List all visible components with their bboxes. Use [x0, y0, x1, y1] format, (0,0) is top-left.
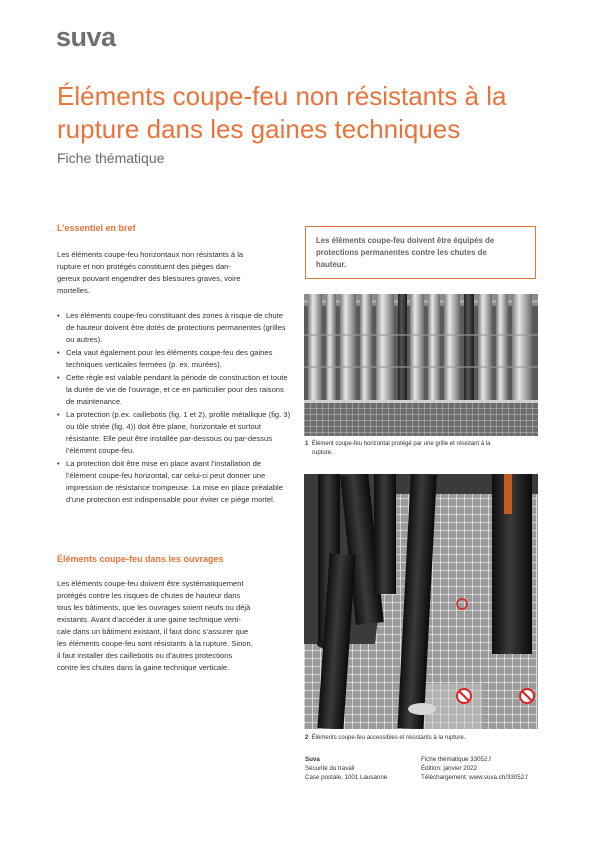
list-item: • Les éléments coupe-feu constituant des zones à risque de chute de hauteur doivent être dotés de protections permanentes (grilles ou autres).: [57, 310, 292, 346]
figure-2-caption-text: Éléments coupe-feu accessibles et résistants à la rupture.: [311, 735, 466, 741]
figure-1-caption: [305, 440, 535, 458]
list-item: • Cela vaut également pour les éléments coupe-feu des gaines techniques verticales fermées (p. ex. murées).: [57, 347, 292, 371]
list-item: • Cette règle est valable pendant la période de construction et toute la durée de vie de l’ouvrage, et ce en particulier pour des raisons de maintenance.: [57, 372, 292, 408]
figure-1-caption-line-2: rupture.: [312, 450, 333, 456]
body-line: existants. Avant d’accéder à une gaine technique verti-: [57, 615, 241, 624]
footer-edition: Édition: janvier 2022: [421, 765, 478, 772]
intro-line: mortelles.: [57, 286, 90, 295]
body-line: Les éléments coupe-feu doivent être systématiquement: [57, 579, 244, 588]
grating-floor-illustration: [304, 474, 538, 729]
page-title: [57, 80, 557, 146]
figure-1-number: 1: [305, 441, 309, 447]
ouvrages-paragraph: [57, 578, 292, 674]
footer-right: [421, 755, 556, 782]
intro-line: rupture et non protégés constituent des pièges dan-: [57, 262, 231, 271]
body-line: les éléments coupe-feu sont résistants à la rupture. Sinon,: [57, 639, 253, 648]
footer-doc-number: Fiche thématique 33052.f: [421, 756, 491, 763]
body-line: cale dans un bâtiment existant, il faut donc s’assurer que: [57, 627, 249, 636]
callout-line: hauteur.: [316, 260, 347, 269]
figure-2-photo: [304, 474, 538, 729]
figure-2-caption: [305, 734, 535, 743]
section-heading-essentiel: L’essentiel en bref: [57, 223, 136, 233]
callout-box: [305, 226, 536, 279]
section-heading-ouvrages: Éléments coupe-feu dans les ouvrages: [57, 554, 224, 564]
footer-left: [305, 755, 420, 782]
title-line-2: rupture dans les gaines techniques: [57, 114, 461, 144]
pipes-grille-illustration: [304, 294, 538, 436]
key-points-list: [57, 310, 292, 507]
callout-line: protections permanentes contre les chutes de: [316, 248, 487, 257]
intro-line: gereux pouvant engendrer des blessures graves, voire: [57, 274, 241, 283]
callout-line: Les éléments coupe-feu doivent être équipés de: [316, 236, 495, 245]
suva-logo: suva: [56, 22, 116, 52]
body-line: protégés contre les risques de chutes de hauteur dans: [57, 591, 241, 600]
list-item: • La protection doit être mise en place avant l’installation de l’élément coupe-feu horizontal, car celui-ci peut donner une impression de résistance trompeuse. La mise en place préalable d’une protection est indispensable pour éviter ce piège mortel.: [57, 458, 292, 506]
page-subtitle: Fiche thématique: [57, 150, 165, 166]
intro-paragraph: [57, 249, 292, 297]
footer-dept: Sécurité du travail: [305, 765, 355, 772]
title-line-1: Éléments coupe-feu non résistants à la: [57, 81, 507, 111]
footer-org: Suva: [305, 756, 320, 763]
footer-address: Case postale, 1001 Lausanne: [305, 774, 388, 781]
figure-1-photo: [304, 294, 538, 436]
figure-2-number: 2: [305, 735, 309, 741]
body-line: tous les bâtiments, que les ouvrages soient neufs ou déjà: [57, 603, 251, 612]
figure-1-caption-line-1: Élément coupe-feu horizontal protégé par une grille et résistant à la: [311, 441, 491, 447]
body-line: il faut installer des caillebotis ou d’autres protections: [57, 651, 233, 660]
list-item: • La protection (p.ex. caillebotis (fig. 1 et 2), profilé métallique (fig. 3) ou tôle striée (fig. 4)) doit être plane, horizontale et surtout résistante. Elle peut être installée par-dessous ou par-dessus l’élément coupe-feu.: [57, 409, 292, 457]
intro-line: Les éléments coupe-feu horizontaux non résistants à la: [57, 250, 244, 259]
body-line: contre les chutes dans la gaine technique verticale.: [57, 663, 230, 672]
footer-download: Téléchargement: www.suva.ch/33052.f: [421, 774, 528, 781]
